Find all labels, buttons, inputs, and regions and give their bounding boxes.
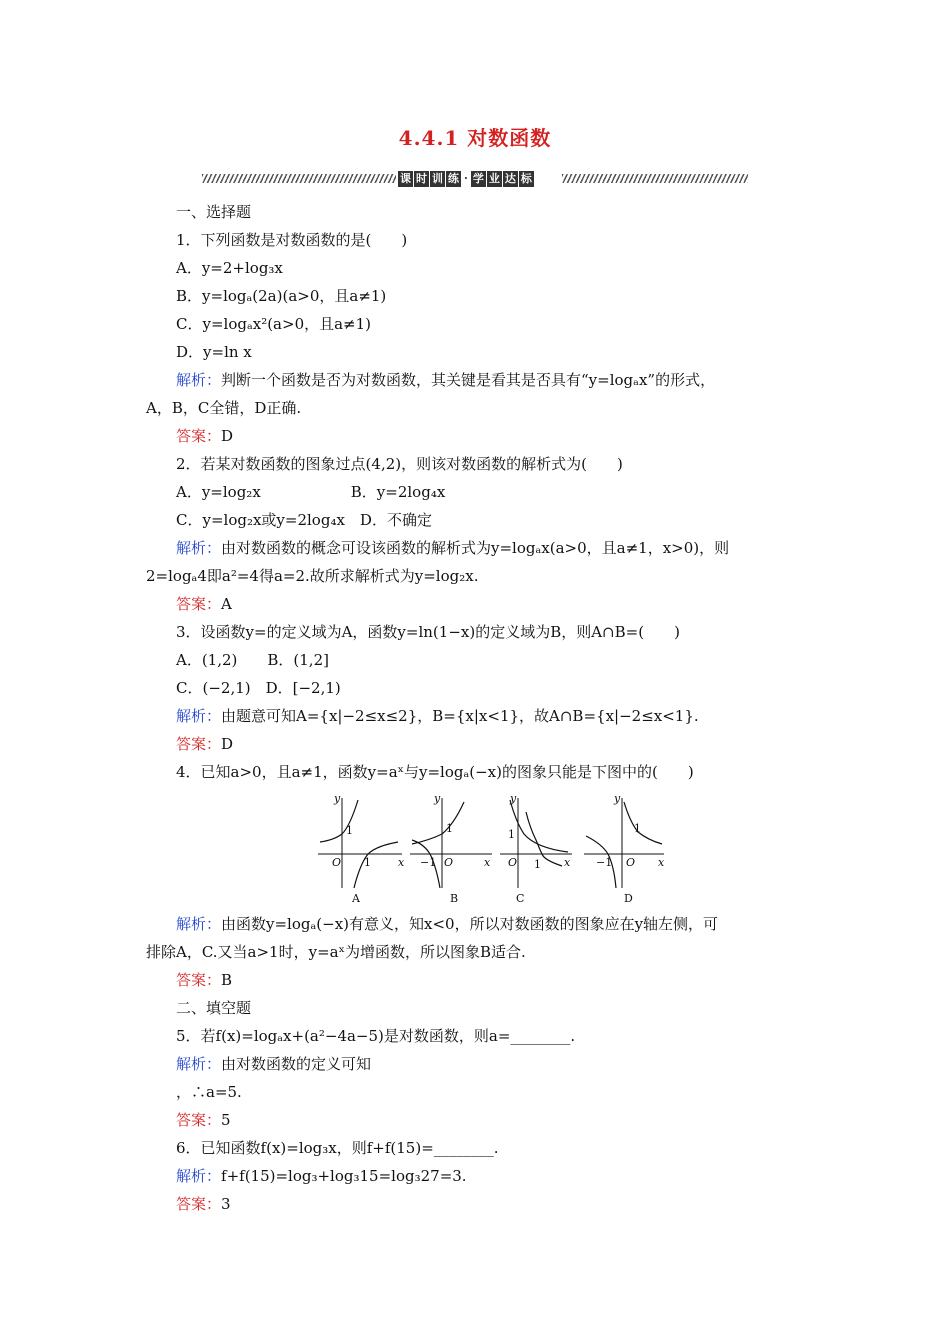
answer-value: D	[221, 735, 234, 753]
explanation-label: 解析：	[176, 915, 222, 933]
page-title: 4.4.1 对数函数	[398, 126, 552, 150]
graph-d	[584, 792, 665, 905]
axis-x-label: x	[564, 856, 571, 869]
axis-x-label: x	[658, 856, 665, 869]
tick-label: 1	[508, 828, 515, 841]
graph-label: C	[516, 892, 525, 905]
graph-options-figure	[312, 788, 672, 908]
origin-label: O	[626, 856, 636, 869]
explanation-text: 由函数y=logₐ(−x)有意义，知x<0，所以对数函数的图象应在y轴左侧，可	[221, 915, 719, 933]
answer-value: B	[221, 971, 233, 989]
graph-label: D	[624, 892, 633, 905]
graph-label: B	[450, 892, 459, 905]
banner-char: 学	[472, 172, 484, 185]
axis-x-label: x	[484, 856, 491, 869]
section-banner	[202, 170, 748, 188]
answer-line	[146, 966, 810, 994]
banner-hatch-left	[202, 174, 396, 183]
explanation-text: 由对数函数的定义可知	[221, 1055, 372, 1073]
answer-value: D	[221, 427, 234, 445]
explanation-line	[146, 910, 810, 938]
explanation-line	[146, 1050, 810, 1078]
option-line: A．y=2+log₃x	[176, 259, 283, 277]
option-line: A．(1,2) B．(1,2]	[176, 651, 329, 669]
question-body	[146, 198, 810, 1218]
answer-line	[146, 730, 810, 758]
answer-label: 答案：	[176, 595, 222, 613]
axis-y-label: y	[510, 792, 517, 805]
banner-tag	[398, 170, 535, 188]
axis-y-label: y	[334, 792, 341, 805]
answer-line	[146, 1190, 810, 1218]
tick-label: 1	[634, 822, 641, 835]
origin-label: O	[444, 856, 454, 869]
answer-line	[146, 590, 810, 618]
banner-char: 时	[416, 172, 427, 185]
option-line: D．y=ln x	[176, 343, 252, 361]
graph-label: A	[352, 892, 360, 905]
banner-hatch-right	[562, 174, 748, 183]
explanation-continued: A，B，C全错，D正确.	[146, 399, 302, 417]
option-line: C．y=log₂x或y=2log₄x D．不确定	[176, 511, 432, 529]
tick-label: 1	[364, 856, 371, 869]
tick-label: 1	[346, 824, 353, 837]
banner-char: 训	[432, 172, 443, 185]
banner-char: 达	[504, 172, 516, 185]
explanation-label: 解析：	[176, 539, 222, 557]
banner-char: 练	[448, 172, 459, 185]
answer-value: 3	[221, 1195, 231, 1213]
banner-dot: ·	[464, 172, 468, 185]
tick-label: 1	[446, 822, 453, 835]
origin-label: O	[332, 856, 342, 869]
banner-char: 标	[520, 172, 532, 185]
explanation-line	[146, 1162, 810, 1190]
answer-label: 答案：	[176, 735, 222, 753]
answer-line	[146, 1106, 810, 1134]
explanation-label: 解析：	[176, 1055, 222, 1073]
question-text: 5．若f(x)=logₐx+(a²−4a−5)是对数函数，则a=________.	[176, 1027, 576, 1045]
answer-value: A	[221, 595, 232, 613]
tick-label: 1	[534, 858, 541, 871]
explanation-text: 由对数函数的概念可设该函数的解析式为y=logₐx(a>0，且a≠1，x>0)，则	[221, 539, 730, 557]
explanation-label: 解析：	[176, 1167, 222, 1185]
option-line: C．(−2,1) D．[−2,1)	[176, 679, 341, 697]
explanation-label: 解析：	[176, 707, 222, 725]
explanation-text: f+f(15)=log₃+log₃15=log₃27=3.	[221, 1167, 467, 1185]
answer-value: 5	[221, 1111, 231, 1129]
question-text: 6．已知函数f(x)=log₃x，则f+f(15)=________.	[176, 1139, 499, 1157]
graph-b	[410, 792, 492, 905]
option-line: B．y=logₐ(2a)(a>0，且a≠1)	[176, 287, 387, 305]
section-heading: 二、填空题	[176, 999, 252, 1017]
axis-x-label: x	[398, 856, 405, 869]
answer-label: 答案：	[176, 427, 222, 445]
banner-char: 课	[400, 172, 411, 185]
question-text: 4．已知a>0，且a≠1，函数y=aˣ与y=logₐ(−x)的图象只能是下图中的( )	[176, 763, 694, 781]
tick-label: −1	[420, 856, 437, 869]
origin-label: O	[508, 856, 518, 869]
explanation-continued: 排除A，C.又当a>1时，y=aˣ为增函数，所以图象B适合.	[146, 943, 526, 961]
explanation-continued: ，∴a=5.	[176, 1083, 242, 1101]
explanation-text: 由题意可知A={x|−2≤x≤2}，B={x|x<1}，故A∩B={x|−2≤x<1}.	[221, 707, 699, 725]
answer-label: 答案：	[176, 971, 222, 989]
explanation-line	[146, 702, 810, 730]
answer-line	[146, 422, 810, 450]
section-heading: 一、选择题	[176, 203, 252, 221]
question-text: 3．设函数y=的定义域为A，函数y=ln(1−x)的定义域为B，则A∩B=( )	[176, 623, 680, 641]
tick-label: −1	[596, 856, 613, 869]
axis-y-label: y	[614, 792, 621, 805]
option-line: C．y=logₐx²(a>0，且a≠1)	[176, 315, 372, 333]
axis-y-label: y	[434, 792, 441, 805]
answer-label: 答案：	[176, 1111, 222, 1129]
graph-c	[500, 792, 572, 905]
explanation-label: 解析：	[176, 371, 222, 389]
explanation-text: 判断一个函数是否为对数函数，其关键是看其是否具有“y=logₐx”的形式，	[221, 371, 716, 389]
explanation-line	[146, 534, 810, 562]
question-text: 2．若某对数函数的图象过点(4,2)，则该对数函数的解析式为( )	[176, 455, 623, 473]
option-line: A．y=log₂x B．y=2log₄x	[176, 483, 446, 501]
answer-label: 答案：	[176, 1195, 222, 1213]
graph-a	[318, 792, 405, 905]
banner-char: 业	[488, 172, 500, 185]
explanation-line	[146, 366, 810, 394]
question-text: 1．下列函数是对数函数的是( )	[176, 231, 408, 249]
explanation-continued: 2=logₐ4即a²=4得a=2.故所求解析式为y=log₂x.	[146, 567, 479, 585]
